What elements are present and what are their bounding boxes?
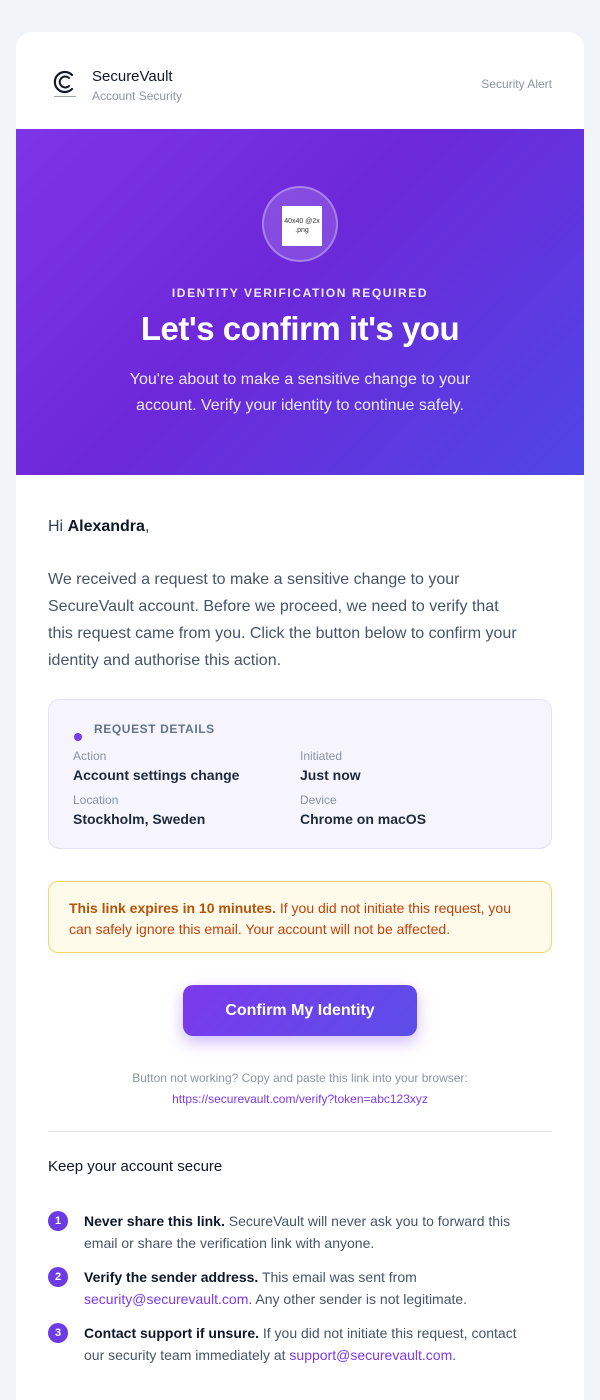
detail-value-device: Chrome on macOS	[300, 811, 427, 827]
detail-value-action: Account settings change	[73, 767, 240, 783]
detail-value-initiated: Just now	[300, 767, 361, 783]
expiry-warning	[48, 881, 552, 953]
brand-name: SecureVault	[92, 68, 173, 85]
tip-body-end: . Any other sender is not legitimate.	[248, 1291, 468, 1307]
detail-label-action: Action	[73, 749, 107, 763]
request-details-card	[48, 699, 552, 849]
brand-subtitle: Account Security	[92, 89, 183, 103]
tip-heading: Verify the sender address.	[84, 1269, 259, 1285]
hero-icon-ring	[262, 186, 338, 262]
tip-body: SecureVault will never ask you to forward this email or share the verification link with anyone.	[84, 1213, 511, 1251]
fallback-instructions: Button not working? Copy and paste this link into your browser:	[132, 1071, 468, 1085]
status-dot-icon	[74, 733, 82, 741]
tip-number-badge: 2	[48, 1267, 68, 1287]
detail-value-location: Stockholm, Sweden	[73, 811, 206, 827]
tip-body-end: .	[452, 1347, 457, 1363]
hero-title: Let's confirm it's you	[140, 310, 460, 347]
tip-number-badge: 3	[48, 1323, 68, 1343]
security-alert-label: Security Alert	[481, 77, 552, 91]
tip-body: If you did not initiate this request, contact our security team immediately at	[84, 1325, 517, 1363]
detail-label-device: Device	[300, 793, 337, 807]
tip-text	[84, 1266, 532, 1310]
tip-body: This email was sent from	[258, 1269, 417, 1285]
email-header	[16, 32, 584, 129]
detail-label-initiated: Initiated	[300, 749, 343, 763]
warning-emphasis: This link expires in 10 minutes.	[69, 900, 276, 916]
shield-image-placeholder: 40x40 @2x .png	[282, 206, 322, 246]
tip-heading: Never share this link.	[84, 1213, 225, 1229]
detail-label-location: Location	[73, 793, 119, 807]
greeting-prefix: Hi	[48, 518, 68, 535]
hero-description: You're about to make a sensitive change to your account. Verify your identity to continue safely.	[129, 371, 471, 414]
email-card	[16, 32, 584, 1400]
intro-paragraph: We received a request to make a sensitive change to your SecureVault account. Before we proceed, we need to verify that this request came from you. Click the button below to confirm your identity and authorise this action.	[48, 571, 517, 669]
section-divider	[48, 1131, 552, 1132]
verification-link[interactable]: https://securevault.com/verify?token=abc123xyz	[172, 1092, 428, 1106]
tips-title: Keep your account secure	[48, 1158, 223, 1175]
security-email-link[interactable]: security@securevault.com	[84, 1291, 249, 1307]
tip-number-badge: 1	[48, 1211, 68, 1231]
greeting	[48, 518, 149, 536]
tip-text	[84, 1210, 532, 1254]
hero-eyebrow: IDENTITY VERIFICATION REQUIRED	[171, 286, 429, 300]
securevault-logo-icon	[50, 66, 80, 100]
request-details-title: REQUEST DETAILS	[94, 722, 215, 736]
greeting-suffix: ,	[144, 518, 150, 535]
hero-banner	[16, 129, 584, 475]
confirm-identity-button[interactable]: Confirm My Identity	[183, 985, 417, 1036]
tip-heading: Contact support if unsure.	[84, 1325, 259, 1341]
warning-text: If you did not initiate this request, you can safely ignore this email. Your account will not be affected.	[69, 900, 511, 937]
tip-text	[84, 1322, 532, 1366]
support-email-link[interactable]: support@securevault.com	[289, 1347, 453, 1363]
recipient-name: Alexandra	[67, 518, 145, 535]
